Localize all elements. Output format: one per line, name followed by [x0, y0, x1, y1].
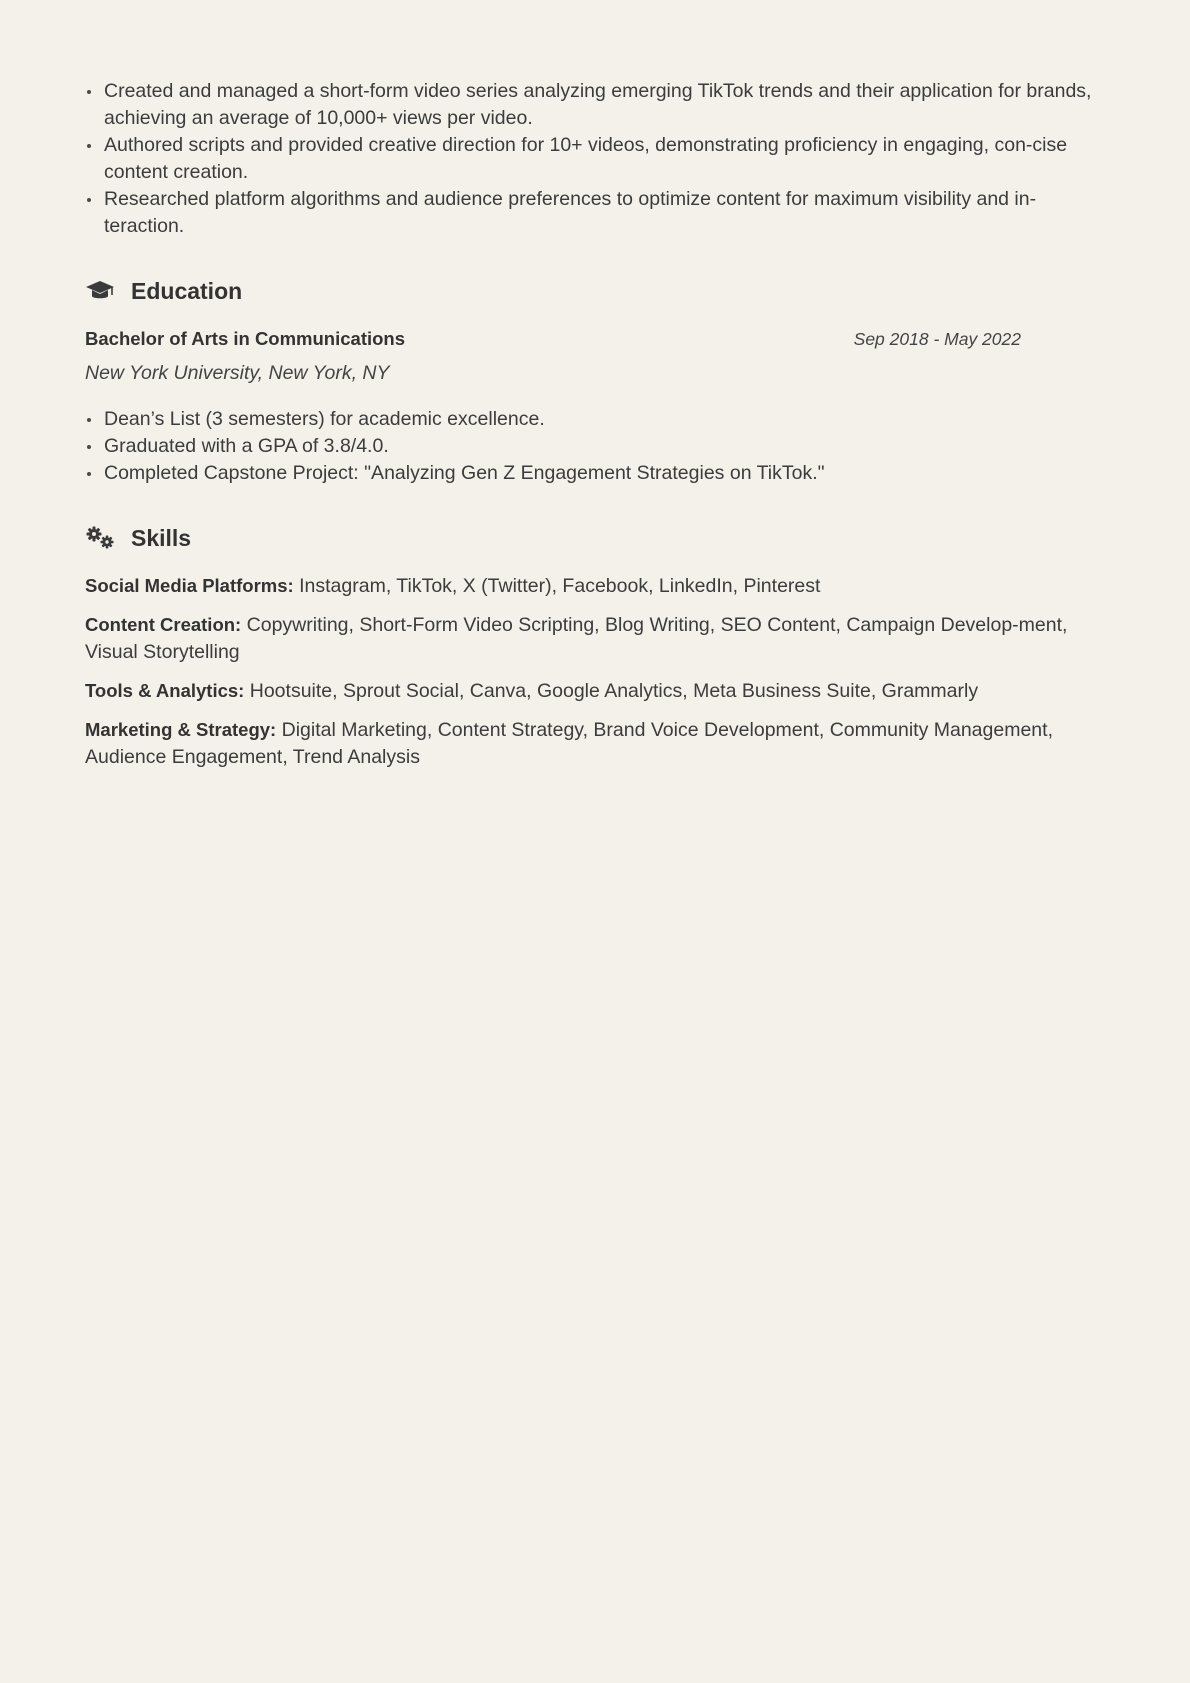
skill-row [85, 611, 1105, 666]
gears-icon [85, 526, 115, 550]
skills-section-header [85, 521, 1105, 555]
skill-values: Copywriting, Short-Form Video Scripting, Blog Writing, SEO Content, Campaign Develop-ment, Visual Storytelling [85, 614, 1068, 663]
skills-heading: Skills [131, 524, 192, 551]
skill-values: Instagram, TikTok, X (Twitter), Facebook, LinkedIn, Pinterest [299, 575, 821, 597]
education-bullet-list [85, 406, 1105, 487]
education-dates: Sep 2018 - May 2022 [853, 328, 1021, 349]
skill-category: Social Media Platforms: [85, 575, 294, 596]
education-entry-header [85, 326, 1105, 352]
skill-values: Hootsuite, Sprout Social, Canva, Google Analytics, Meta Business Suite, Grammarly [249, 680, 979, 702]
degree-title: Bachelor of Arts in Communications [85, 328, 406, 349]
experience-bullet: Authored scripts and provided creative direction for 10+ videos, demonstrating proficiency in engaging, con-cise content creation. [85, 132, 1105, 186]
experience-bullet: Created and managed a short-form video series analyzing emerging TikTok trends and their application for brands, achieving an average of 10,000+ views per video. [85, 78, 1105, 132]
skills-list [85, 572, 1105, 771]
skill-row [85, 572, 1105, 600]
graduation-cap-icon [85, 279, 115, 303]
skill-category: Content Creation: [85, 614, 242, 635]
experience-bullet-list [85, 78, 1105, 240]
education-bullet: Completed Capstone Project: "Analyzing Gen Z Engagement Strategies on TikTok." [85, 460, 1105, 487]
skill-row [85, 716, 1105, 771]
skill-category: Tools & Analytics: [85, 680, 245, 701]
education-section-header [85, 274, 1105, 308]
experience-bullet: Researched platform algorithms and audience preferences to optimize content for maximum visibility and in-teraction. [85, 186, 1105, 240]
skill-values: Digital Marketing, Content Strategy, Brand Voice Development, Community Management, Audience Engagement, Trend Analysis [85, 719, 1053, 768]
school-name: New York University, New York, NY [85, 362, 390, 384]
skill-category: Marketing & Strategy: [85, 719, 277, 740]
education-heading: Education [131, 277, 243, 304]
education-bullet: Graduated with a GPA of 3.8/4.0. [85, 433, 1105, 460]
skill-row [85, 677, 1105, 705]
education-bullet: Dean’s List (3 semesters) for academic excellence. [85, 406, 1105, 433]
